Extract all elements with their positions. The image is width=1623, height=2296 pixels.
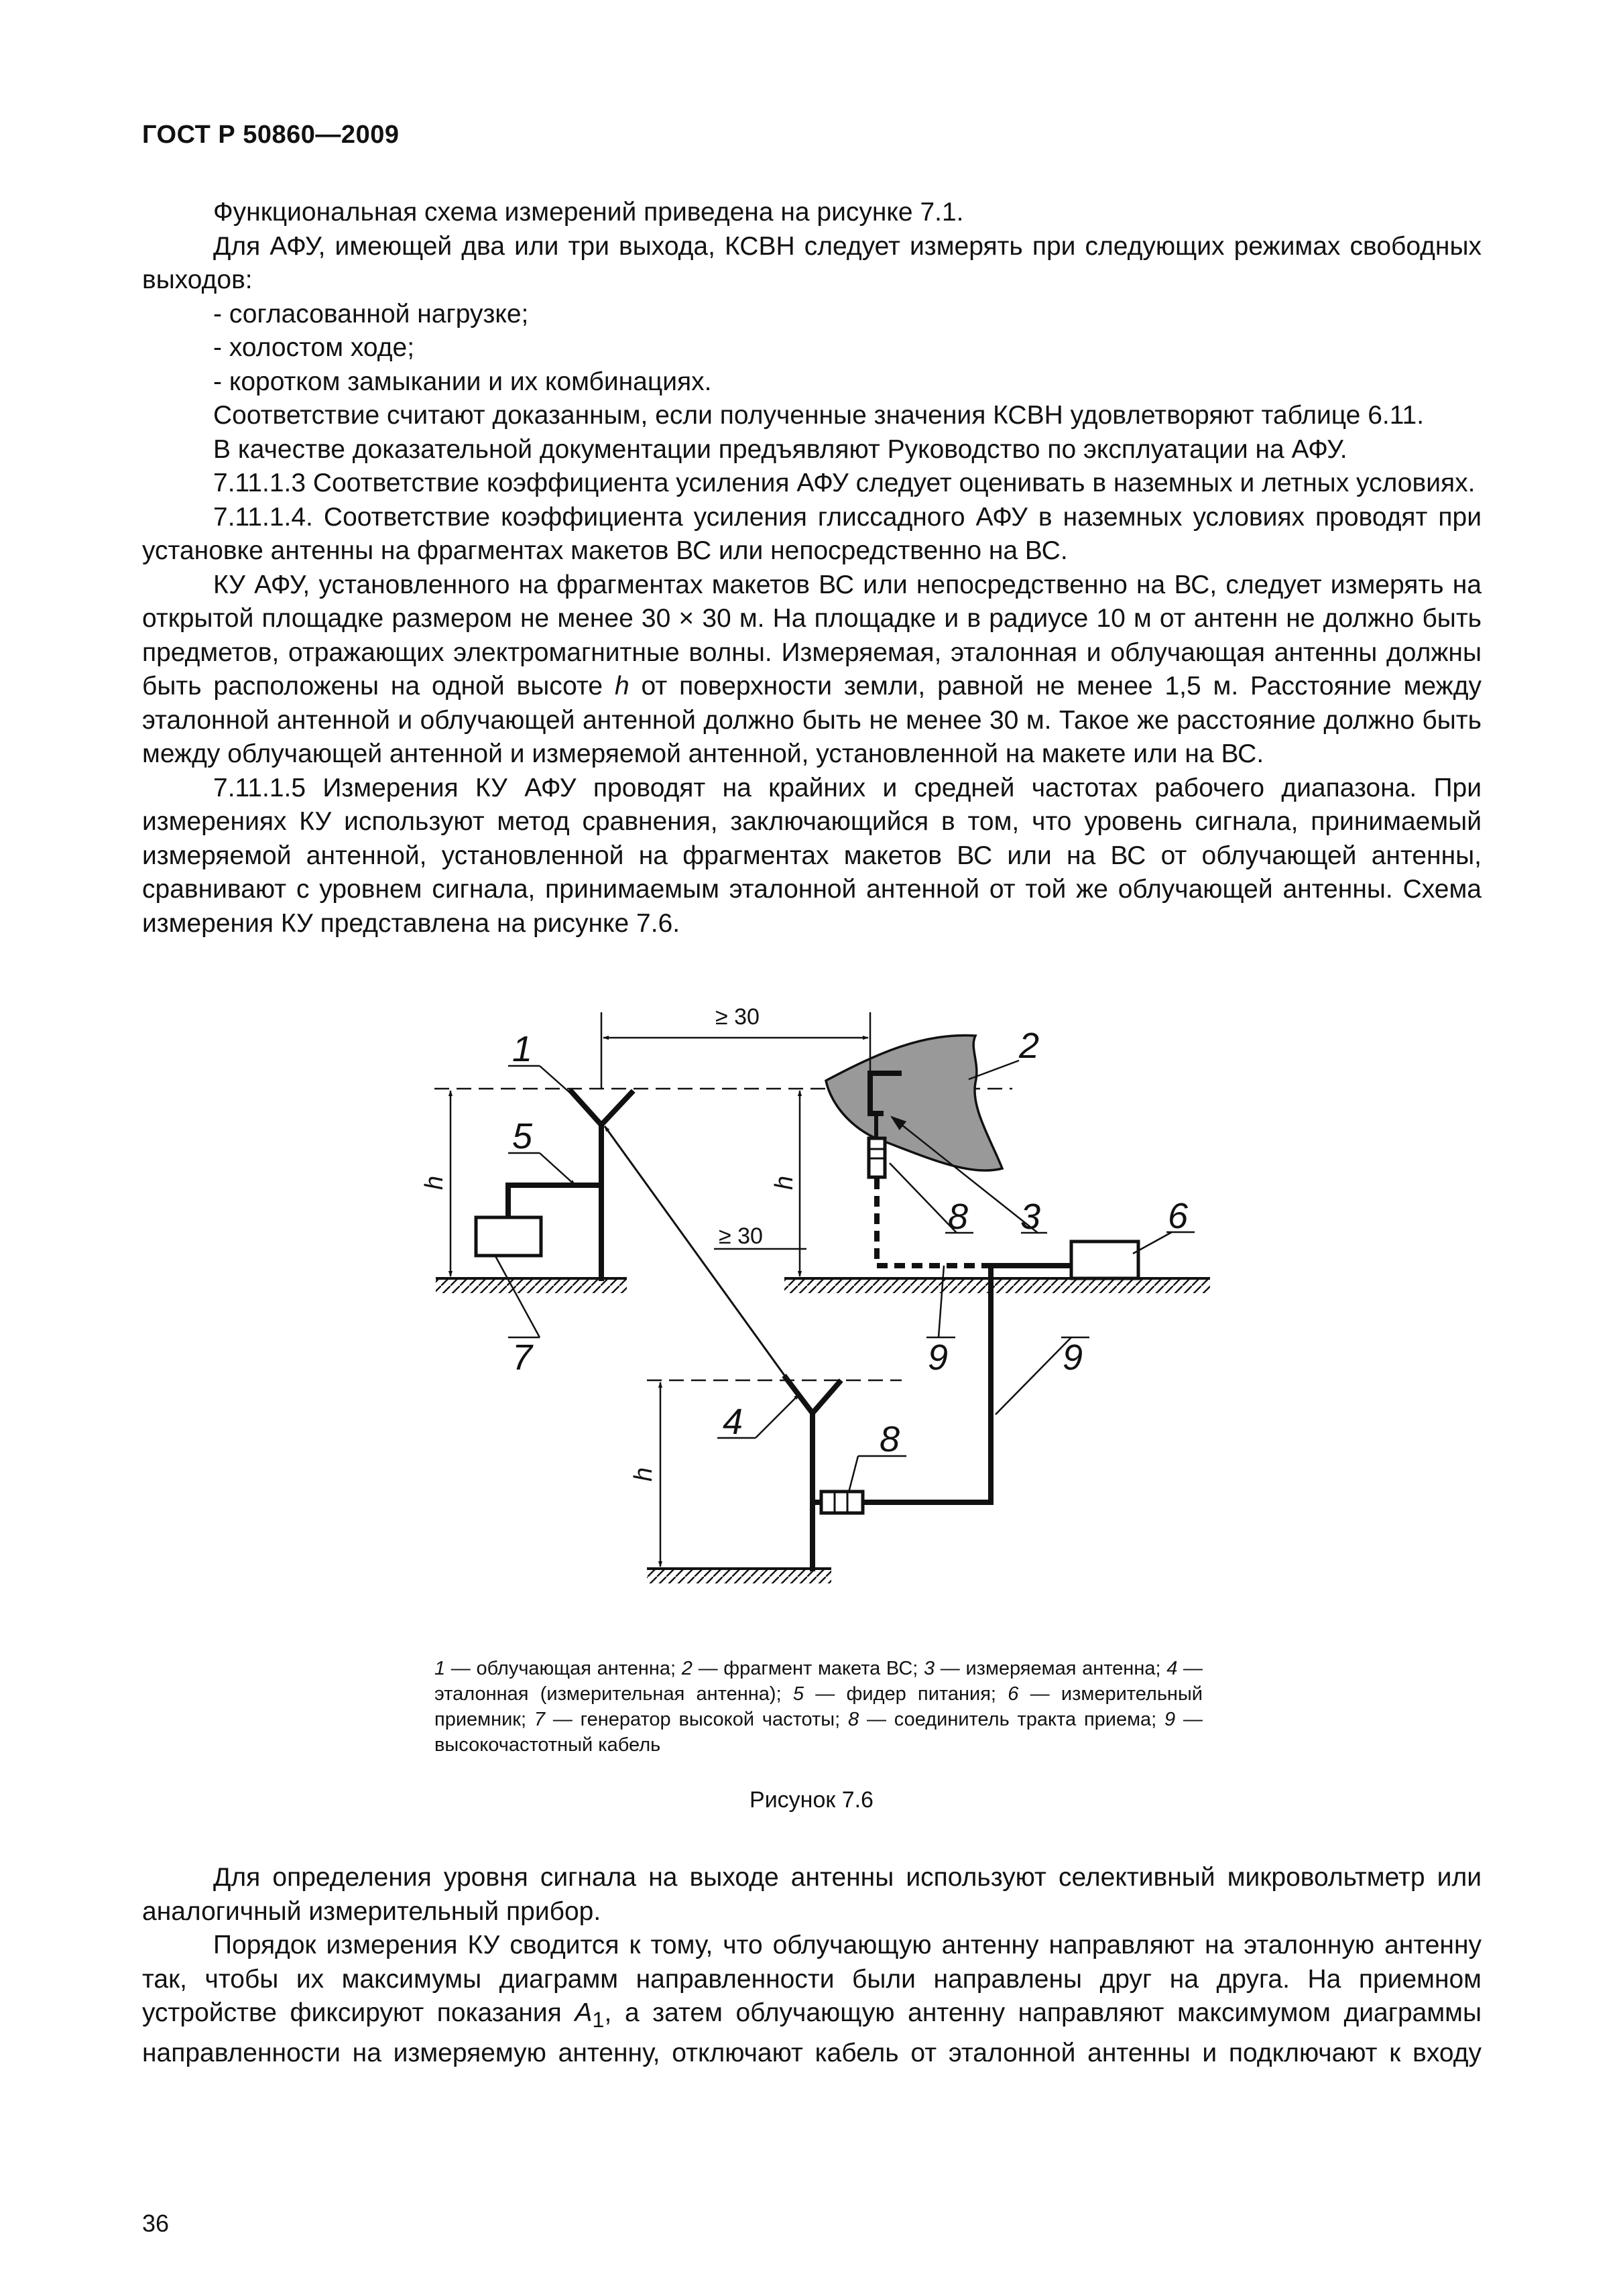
- height-label: h: [629, 1467, 658, 1482]
- diagonal-distance: [605, 1126, 808, 1408]
- paragraph-text: КУ АФУ, установленного на фрагментах макетов ВС или непосредственно на ВС, следует измерять на открытой площадке размером не менее 30 × 30 м. На площадке и в радиусе 10 м от антенн не должно быть предметов, отражающих электромагнитные волны. Измеряемая, эталонная и облучающая антенны должны быть расположены на одной высоте: [142, 570, 1482, 701]
- label-1: 1: [512, 1029, 533, 1069]
- paragraph: Функциональная схема измерений приведена на рисунке 7.1.: [213, 198, 964, 227]
- ground-surfaces: [436, 1278, 1210, 1583]
- label-9-right: 9: [1063, 1337, 1083, 1378]
- paragraph: 7.11.1.5 Измерения КУ АФУ проводят на крайних и средней частотах рабочего диапазона. При измерениях КУ используют метод сравнения, заключающийся в том, что уровень сигнала, принимаемый измеряемой антенной, установленной на фрагментах макетов ВС или на ВС от облучающей антенны, сравнивают с уровнем сигнала, принимаемым эталонной антенной от той же облучающей антенны. Схема измерения КУ представлена на рисунке 7.6.: [142, 773, 1482, 938]
- height-label: h: [420, 1175, 448, 1190]
- paragraph-text: от поверхности земли, равной не менее 1,5 м. Расстояние между эталонной антенной и облучающей антенной должно быть не менее 30 м. Такое же расстояние должно быть между облучающей антенной и измеряемой антенной, установленной на макете или на ВС.: [142, 672, 1482, 768]
- aircraft-fragment: [826, 1035, 1002, 1170]
- reference-antenna: [786, 1378, 839, 1569]
- body-text-continued: [142, 1861, 1482, 2071]
- list-item: - согласованной нагрузке;: [213, 299, 529, 328]
- label-3: 3: [1020, 1197, 1041, 1237]
- diagonal-dimension-label: ≥ 30: [719, 1223, 763, 1249]
- paragraph: Для определения уровня сигнала на выходе антенны используют селективный микровольтметр или аналогичный измерительный прибор.: [142, 1863, 1482, 1926]
- paragraph: В качестве доказательной документации предъявляют Руководство по эксплуатации на АФУ.: [213, 434, 1347, 464]
- label-7: 7: [512, 1337, 533, 1378]
- paragraph: 7.11.1.4. Соответствие коэффициента усиления глиссадного АФУ в наземных условиях проводят при установке антенны на фрагментах макетов ВС или непосредственно на ВС.: [142, 502, 1482, 565]
- variable-a-subscript: 1: [592, 2007, 605, 2032]
- label-4: 4: [723, 1402, 743, 1442]
- generator-box: [476, 1217, 541, 1256]
- page-number: 36: [142, 2210, 170, 2237]
- cable-dashed: [877, 1179, 989, 1266]
- list-item: - коротком замыкании и их комбинациях.: [213, 367, 712, 396]
- height-dimensions: [450, 1091, 800, 1567]
- label-8-top: 8: [948, 1197, 969, 1237]
- label-5: 5: [512, 1116, 533, 1156]
- document-header: ГОСТ Р 50860—2009: [142, 121, 400, 149]
- top-dimension-label: ≥ 30: [715, 1004, 760, 1030]
- paragraph: Порядок измерения КУ сводится к тому, что облучающую антенну направляют на эталонную антенну так, чтобы их максимумы диаграмм направленности были направлены друг на друга. На приемном устройстве фиксируют показания $A_1$, а затем облучающую антенну направляют максимумом диаграммы направленности на измеряемую антенну, отключают кабель от эталонной антенны и подключают к входу: [142, 1931, 1482, 2068]
- label-6: 6: [1168, 1196, 1189, 1236]
- variable-a: A: [575, 1998, 593, 2027]
- figure-legend: [434, 1656, 1203, 1758]
- cable-9-lower: [863, 1266, 991, 1502]
- paragraph: Для АФУ, имеющей два или три выхода, КСВН следует измерять при следующих режимах свободных выходов:: [142, 231, 1482, 294]
- label-8-bottom: 8: [880, 1419, 900, 1459]
- list-item: - холостом ходе;: [213, 333, 415, 362]
- receiver-box: [1071, 1242, 1138, 1278]
- paragraph: 7.11.1.3 Соответствие коэффициента усиления АФУ следует оценивать в наземных и летных условиях.: [213, 469, 1476, 497]
- label-9-left: 9: [928, 1337, 949, 1378]
- variable-h: h: [614, 672, 629, 701]
- height-label: h: [770, 1175, 798, 1190]
- connector-8-bottom: [821, 1492, 863, 1513]
- paragraph: Соответствие считают доказанным, если полученные значения КСВН удовлетворяют таблице 6.11.: [213, 401, 1425, 430]
- figure-title: Рисунок 7.6: [749, 1787, 874, 1813]
- label-2: 2: [1019, 1026, 1040, 1066]
- legend-line: 1 — облучающая антенна; 2 — фрагмент макета ВС; 3 — измеряемая антенна; 4 — эталонная (измерительная антенна); 5 — фидер питания; 6 — измерительный приемник; 7 — генератор высокой частоты; 8 — соединитель тракта приема; 9 — высокочастотный кабель: [434, 1658, 1203, 1756]
